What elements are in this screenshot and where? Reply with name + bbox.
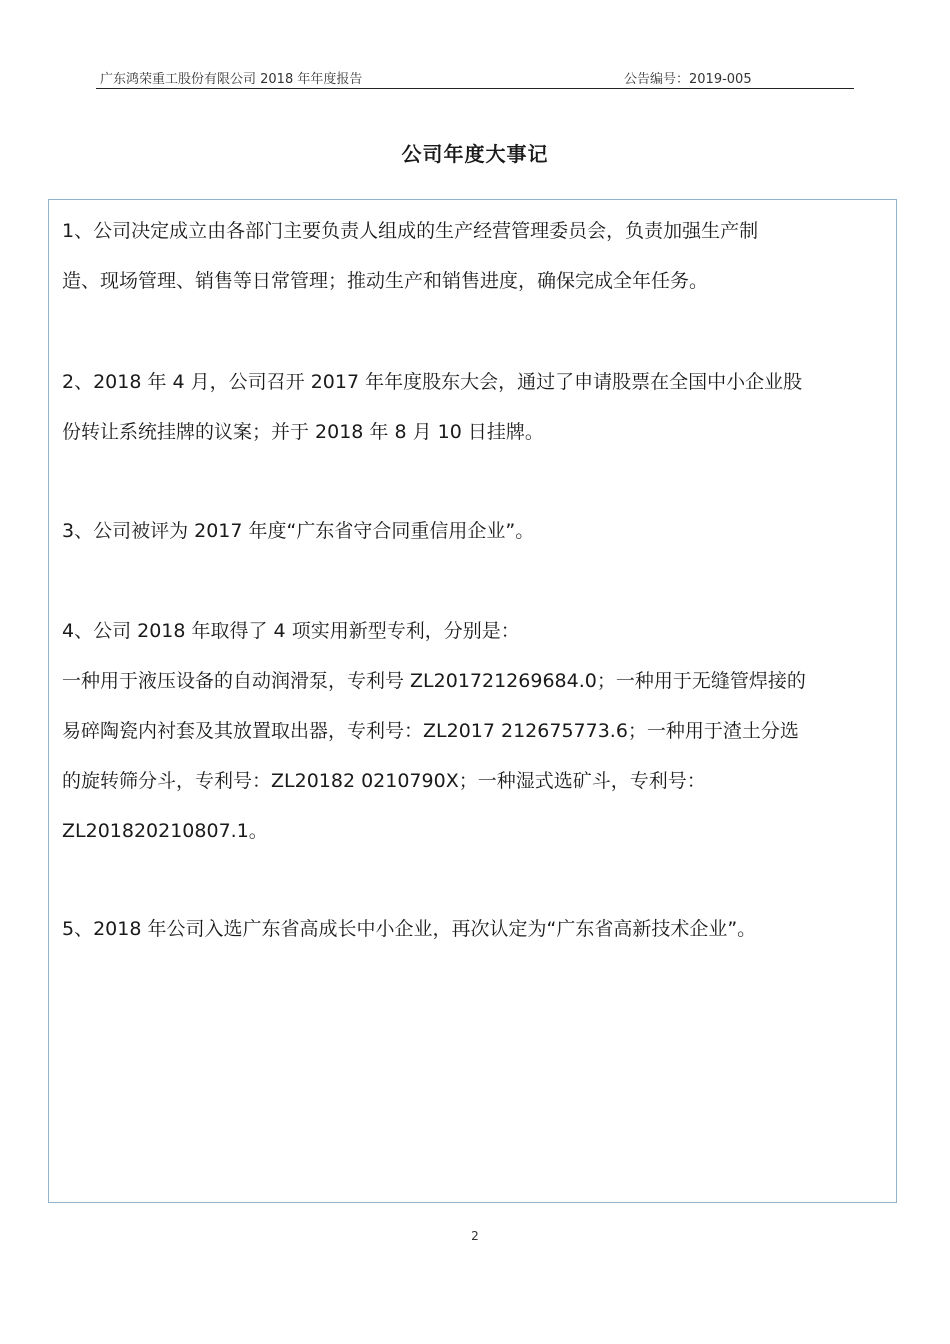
event-line: 5、2018 年公司入选广东省高成长中小企业，再次认定为“广东省高新技术企业”。 xyxy=(62,918,757,940)
event-item-5 xyxy=(62,904,892,954)
page-header xyxy=(96,66,854,89)
event-line: 的旋转筛分斗，专利号：ZL20182 0210790X；一种湿式选矿斗，专利号： xyxy=(62,770,706,792)
page-number: 2 xyxy=(471,1229,479,1243)
event-item-1 xyxy=(62,206,892,306)
event-line: 1、公司决定成立由各部门主要负责人组成的生产经营管理委员会，负责加强生产制 xyxy=(62,220,759,242)
event-line: 2、2018 年 4 月，公司召开 2017 年年度股东大会，通过了申请股票在全国中小企业股 xyxy=(62,371,803,393)
event-line: 易碎陶瓷内衬套及其放置取出器，专利号：ZL2017 212675773.6；一种用于渣土分选 xyxy=(62,720,799,742)
event-line: 4、公司 2018 年取得了 4 项实用新型专利，分别是： xyxy=(62,620,520,642)
event-line: 份转让系统挂牌的议案；并于 2018 年 8 月 10 日挂牌。 xyxy=(62,421,544,443)
event-line: 3、公司被评为 2017 年度“广东省守合同重信用企业”。 xyxy=(62,520,535,542)
events-box xyxy=(48,199,897,1203)
event-line: 造、现场管理、销售等日常管理；推动生产和销售进度，确保完成全年任务。 xyxy=(62,270,709,292)
page-title: 公司年度大事记 xyxy=(401,142,549,166)
header-report-title: 广东鸿荣重工股份有限公司 2018 年年度报告 xyxy=(100,72,363,87)
event-item-2 xyxy=(62,357,892,457)
event-item-3 xyxy=(62,506,892,556)
header-announcement-number: 公告编号：2019-005 xyxy=(624,72,752,87)
event-line: ZL201820210807.1。 xyxy=(62,820,268,842)
event-item-4 xyxy=(62,606,892,856)
event-line: 一种用于液压设备的自动润滑泵，专利号 ZL201721269684.0；一种用于无缝管焊接的 xyxy=(62,670,806,692)
